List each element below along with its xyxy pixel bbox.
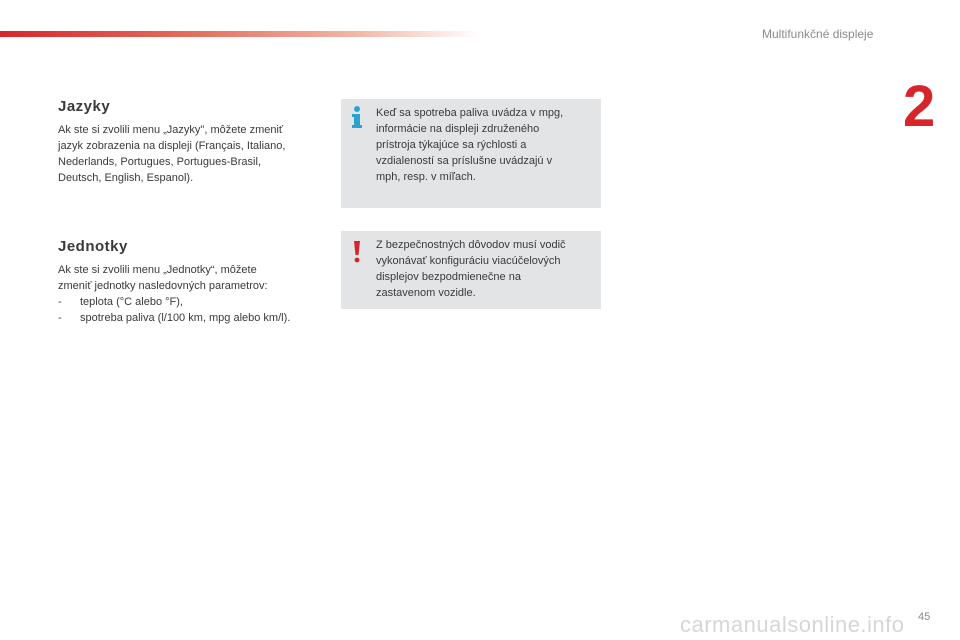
section-text-jednotky bbox=[58, 262, 268, 294]
list-item-text: spotreba paliva (l/100 km, mpg alebo km/l). bbox=[80, 312, 291, 324]
info-box-text bbox=[376, 105, 591, 185]
info-icon bbox=[349, 105, 365, 129]
list-marker: - bbox=[58, 312, 62, 324]
section-text-jazyky bbox=[58, 122, 285, 186]
text-line: displejov bezpodmienečne na bbox=[376, 271, 521, 283]
text-line: mph, resp. v míľach. bbox=[376, 171, 476, 183]
text-line: Ak ste si zvolili menu „Jednotky“, môžete bbox=[58, 264, 257, 276]
list-marker: - bbox=[58, 296, 62, 308]
text-line: informácie na displeji združeného bbox=[376, 123, 540, 135]
list-item bbox=[58, 310, 290, 326]
section-heading-jazyky: Jazyky bbox=[58, 98, 111, 115]
text-line: zastavenom vozidle. bbox=[376, 287, 476, 299]
watermark: carmanualsonline.info bbox=[680, 612, 905, 637]
page-number: 45 bbox=[918, 611, 931, 623]
text-line: jazyk zobrazenia na displeji (Français, Italiano, bbox=[58, 140, 286, 152]
text-line: zmeniť jednotky nasledovných parametrov: bbox=[58, 280, 268, 292]
units-list bbox=[58, 294, 290, 326]
text-line: vzdialeností sa príslušne uvádzajú v bbox=[376, 155, 553, 167]
section-heading-jednotky: Jednotky bbox=[58, 238, 128, 255]
list-item bbox=[58, 294, 290, 310]
text-line: Z bezpečnostných dôvodov musí vodič bbox=[376, 239, 566, 251]
text-line: prístroja týkajúce sa rýchlosti a bbox=[376, 139, 527, 151]
header-accent-bar bbox=[0, 31, 480, 37]
warning-icon bbox=[349, 239, 365, 263]
warning-box-text bbox=[376, 237, 591, 301]
text-line: Keď sa spotreba paliva uvádza v mpg, bbox=[376, 107, 564, 119]
warning-box bbox=[341, 231, 601, 309]
text-line: Deutsch, English, Espanol). bbox=[58, 172, 194, 184]
text-line: Ak ste si zvolili menu „Jazyky", môžete zmeniť bbox=[58, 124, 284, 136]
chapter-number: 2 bbox=[903, 74, 936, 139]
list-item-text: teplota (°C alebo °F), bbox=[80, 296, 183, 308]
text-line: vykonávať konfiguráciu viacúčelových bbox=[376, 255, 561, 267]
info-box bbox=[341, 99, 601, 208]
header-title: Multifunkčné displeje bbox=[762, 27, 874, 41]
text-line: Nederlands, Portugues, Portugues-Brasil, bbox=[58, 156, 261, 168]
